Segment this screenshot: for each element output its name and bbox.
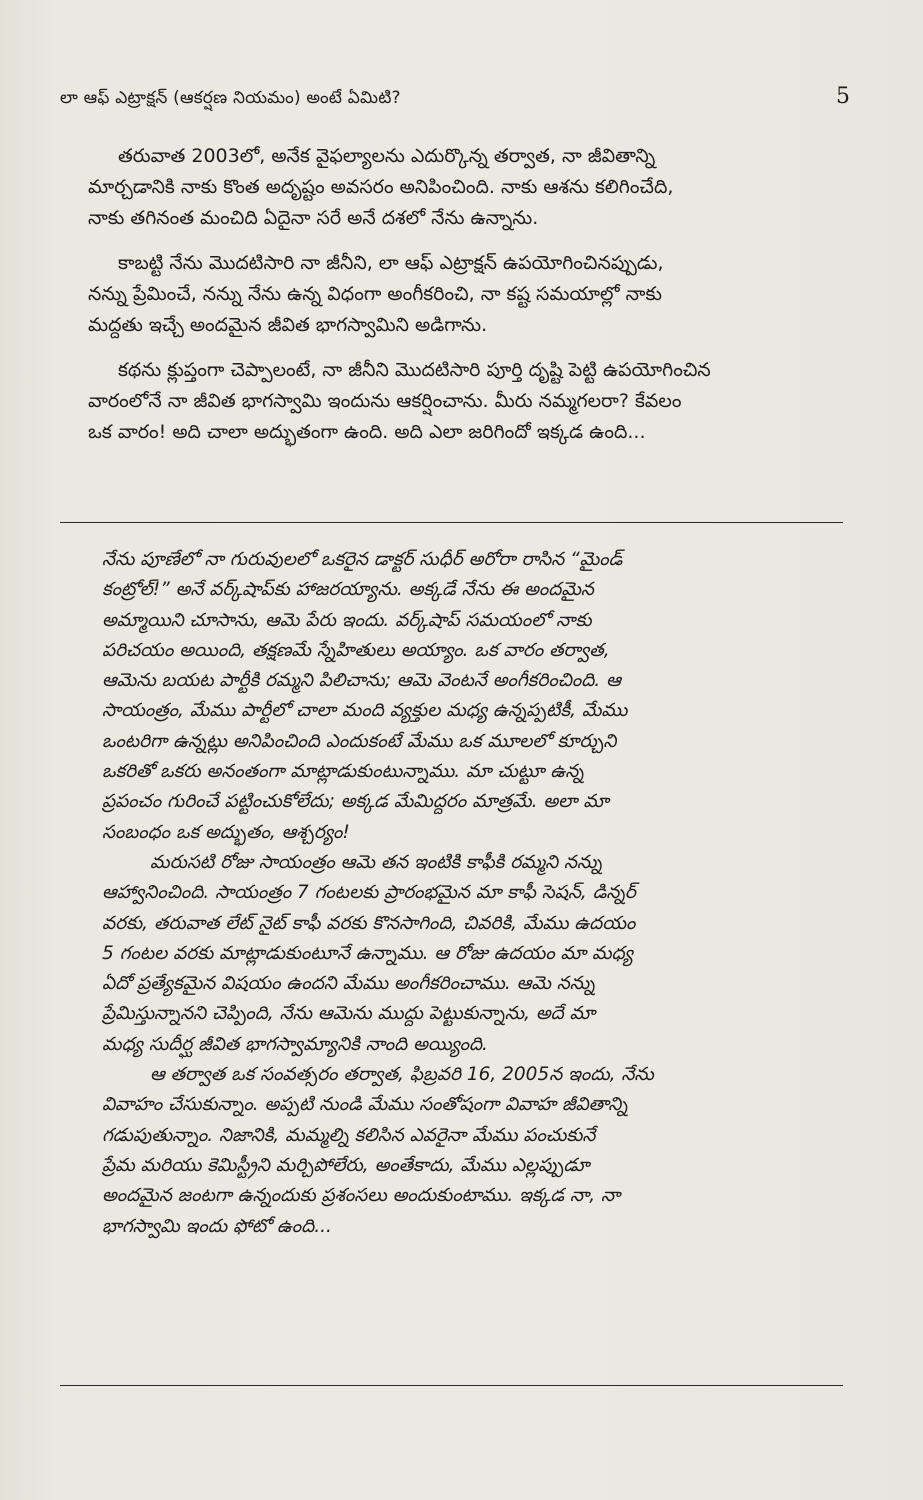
- page-number: 5: [836, 84, 850, 109]
- story-line: మరుసటి రోజు సాయంత్రం ఆమె తన ఇంటికి కాఫీకి రమ్మని నన్ను: [150, 851, 602, 873]
- story-line: అమ్మాయిని చూసాను, ఆమె పేరు ఇందు. వర్క్‌షాప్ సమయంలో నాకు: [102, 609, 592, 631]
- story-line: ఒంటరిగా ఉన్నట్లు అనిపించింది ఎందుకంటే మేము ఒక మూలలో కూర్చుని: [102, 730, 617, 752]
- text-line: నాకు తగినంత మంచిది ఏదైనా సరే అనే దశలో నేను ఉన్నాను.: [88, 207, 539, 229]
- divider-bottom: [60, 1385, 843, 1386]
- story-line: ఒకరితో ఒకరు అనంతంగా మాట్లాడుకుంటున్నాము. మా చుట్టూ ఉన్న: [102, 761, 584, 783]
- text-line: నన్ను ప్రేమించే, నన్ను నేను ఉన్న విధంగా అంగీకరించి, నా కష్ట సమయాల్లో నాకు: [88, 283, 662, 305]
- story-line: ఏదో ప్రత్యేకమైన విషయం ఉందని మేము అంగీకరించాము. ఆమె నన్ను: [102, 973, 595, 995]
- text-line: వారంలోనే నా జీవిత భాగస్వామి ఇందును ఆకర్షించాను. మీరు నమ్మగలరా? కేవలం: [88, 390, 682, 412]
- running-title: లా ఆఫ్ ఎట్రాక్షన్ (ఆకర్షణ నియమం) అంటే ఏమిటి?: [60, 88, 401, 108]
- story-line: 5 గంటల వరకు మాట్లాడుకుంటూనే ఉన్నాము. ఆ రోజు ఉదయం మా మధ్య: [102, 942, 633, 964]
- main-text: [88, 141, 840, 462]
- divider-top: [60, 522, 843, 523]
- text-line: మద్దతు ఇచ్చే అందమైన జీవిత భాగస్వామిని అడిగాను.: [88, 314, 488, 336]
- story-line: సంబంధం ఒక అద్భుతం, ఆశ్చర్యం!: [102, 821, 350, 843]
- text-line: కాబట్టి నేను మొదటిసారి నా జీనీని, లా ఆఫ్ ఎట్రాక్షన్ ఉపయోగించినప్పుడు,: [118, 252, 664, 274]
- story-line: గడుపుతున్నాం. నిజానికి, మమ్మల్ని కలిసిన ఎవరైనా మేము పంచుకునే: [102, 1124, 596, 1146]
- story-line: వరకు, తరువాత లేట్ నైట్ కాఫీ వరకు కొనసాగింది, చివరికి, మేము ఉదయం: [102, 912, 636, 934]
- story-line: భాగస్వామి ఇందు ఫోటో ఉంది...: [102, 1215, 332, 1237]
- page-header: [60, 84, 850, 118]
- paragraph: [88, 248, 840, 341]
- story-line: ఆహ్వానించింది. సాయంత్రం 7 గంటలకు ప్రారంభమైన మా కాఫీ సెషన్, డిన్నర్: [102, 882, 636, 904]
- text-line: మార్చడానికి నాకు కొంత అదృష్టం అవసరం అనిపించింది. నాకు ఆశను కలిగించేది,: [88, 176, 674, 198]
- text-line: కథను క్లుప్తంగా చెప్పాలంటే, నా జీనీని మొదటిసారి పూర్తి దృష్టి పెట్టి ఉపయోగించిన: [118, 359, 711, 381]
- story-line: ప్రపంచం గురించే పట్టించుకోలేదు; అక్కడ మేమిద్దరం మాత్రమే. అలా మా: [102, 791, 609, 813]
- story-box: [102, 545, 832, 1242]
- story-line: మధ్య సుదీర్ఘ జీవిత భాగస్వామ్యానికి నాంది అయ్యింది.: [102, 1033, 488, 1055]
- story-line: ప్రేమిస్తున్నానని చెప్పింది, నేను ఆమెను ముద్దు పెట్టుకున్నాను, అదే మా: [102, 1003, 596, 1025]
- story-line: పరిచయం అయింది, తక్షణమే స్నేహితులు అయ్యాం. ఒక వారం తర్వాత,: [102, 639, 610, 661]
- story-line: సాయంత్రం, మేము పార్టీలో చాలా మంది వ్యక్తుల మధ్య ఉన్నప్పటికీ, మేము: [102, 700, 628, 722]
- paragraph: [88, 355, 840, 448]
- paragraph: [88, 141, 840, 234]
- story-line: ఆ తర్వాత ఒక సంవత్సరం తర్వాత, ఫిబ్రవరి 16, 2005న ఇందు, నేను: [150, 1064, 654, 1086]
- text-line: తరువాత 2003లో, అనేక వైఫల్యాలను ఎదుర్కొన్న తర్వాత, నా జీవితాన్ని: [118, 145, 656, 167]
- story-line: వివాహం చేసుకున్నాం. అప్పటి నుండి మేము సంతోషంగా వివాహ జీవితాన్ని: [102, 1094, 628, 1116]
- story-line: నేను పూణేలో నా గురువులలో ఒకరైన డాక్టర్ సుధీర్ అరోరా రాసిన “మైండ్: [102, 549, 623, 570]
- story-line: ప్రేమ మరియు కెమిస్ట్రీని మర్చిపోలేరు, అంతేకాదు, మేము ఎల్లప్పుడూ: [102, 1154, 590, 1176]
- story-line: ఆమెను బయట పార్టీకి రమ్మని పిలిచాను; ఆమె వెంటనే అంగీకరించింది. ఆ: [102, 670, 621, 692]
- text-line: ఒక వారం! అది చాలా అద్భుతంగా ఉంది. అది ఎలా జరిగిందో ఇక్కడ ఉంది...: [88, 421, 646, 443]
- story-line: కంట్రోల్!” అనే వర్క్‌షాప్‌కు హాజరయ్యాను. అక్కడే నేను ఈ అందమైన: [102, 579, 594, 601]
- story-line: అందమైన జంటగా ఉన్నందుకు ప్రశంసలు అందుకుంటాము. ఇక్కడ నా, నా: [102, 1185, 621, 1207]
